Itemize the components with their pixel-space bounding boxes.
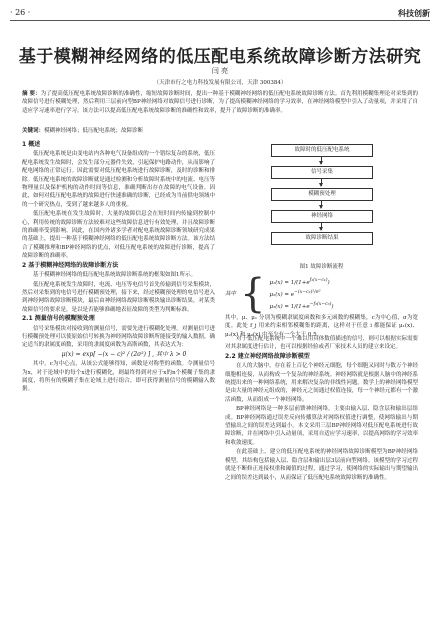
paragraph: 对于低压配电系统中一个难以用具体数值描述的信号，则可以根据实际需要对其隶属度进行估计，也可以根据经验或者厂家技术人员的建立来设定。 xyxy=(225,336,418,351)
flow-box-neural-network: 神经网络 xyxy=(271,210,373,223)
abstract xyxy=(22,90,418,115)
affiliation: （天津市行之电力科技发展有限公司，天津 300384） xyxy=(153,80,287,86)
journal-name: 科技创新 xyxy=(398,9,430,18)
page-number: · 26 · xyxy=(10,8,31,17)
equation-prefix: 其中 xyxy=(225,290,237,297)
paragraph: 在人的大脑中，存在着上百亿个神经元细胞，每个细胞又同时与数万个神经细胞相连接，从而构成一个复杂的神经系统。神经网络就是根据人脑中的神经系统提出来的一种网络系统，用来解决复杂的非线性问题。数学上的神经网络模型是由大量的神经元组成的，神经元之间通过权值连接，每一个神经元都有一个激活函数，从而组成一个神经网络。 xyxy=(225,363,418,403)
section-heading: 2.2 建立神经网络故障诊断模型 xyxy=(225,352,310,360)
flow-box-fuzzy-preprocessing: 模糊预处理 xyxy=(271,188,373,201)
paragraph: 基于模糊神经网络的低压配电系统故障诊断系统的框架如图1所示。 xyxy=(33,272,197,279)
keywords xyxy=(22,126,418,134)
flow-box-diagnosis-result: 故障诊断结果 xyxy=(271,232,373,245)
section-heading: 2.1 测量信号的模糊预处理 xyxy=(22,315,95,323)
header-rule xyxy=(10,20,430,21)
flow-arrow xyxy=(321,157,322,164)
membership-equation-block xyxy=(225,271,418,339)
section-heading: 2 基于模糊神经网络的故障诊断方法 xyxy=(22,261,119,269)
flow-box-signal-acquisition: 信号采集 xyxy=(271,166,373,179)
paragraph: 其中，c为中心点，从该公式能够得知，函数是对称型的函数。令测量信号为x，对于论域中的每个x进行模糊化，则最终得到对应于x的n个模糊子集的隶属度，将所有的模糊子集在论域上进行组合，即可获得测量信号的模糊输入数据。 xyxy=(22,361,215,393)
equation-lines: $\mu_1(x) = 1/(1+e^{f_1(x-c_1)})$ $\mu_2(x) = e^{-(x-c_2)^2/\sigma^2}$ $\mu_3(x) = 1/(1+e^{-f_3(x-c_3)})$ xyxy=(269,278,334,310)
keywords-label: 关键词： xyxy=(22,128,45,134)
membership-system xyxy=(225,271,418,317)
equation-explanation: 其中，μ、μ₁ 分别为模糊隶属度函数和多元函数的模糊集，c为中心值，σ为宽度。此处 f_j 用来约束相邻模糊集的距离，这样对于任意 i 都能保证 μ₁(x)、μ₂(x) 和 μ₃(x) 中至少有一个大于 0.5。 xyxy=(225,315,418,338)
gaussian-formula: μ(x) = exp[ −(x − c)² / (2σ²) ] , 其中 λ > 0 xyxy=(61,350,187,358)
figure-flowchart xyxy=(225,140,418,270)
left-column xyxy=(22,140,215,395)
paragraph: 低压配电系统在发生故障时，大量的故障信息会在短时间内传输到控制中心，利用传统的故障诊断方法较难对这些故障信息进行有效处理，并且故障诊断的准确率受到影响。因此，在国内外诸多学者对配电系统故障诊断领域研究成果的基础上，提出一种基于模糊神经网络的低压配电系统故障诊断方法。该方法结合了模糊推理和BP神经网络的优点，对低压配电系统的故障进行诊断，提高了故障诊断的准确率。 xyxy=(22,211,215,260)
right-column xyxy=(225,335,418,483)
flow-arrow xyxy=(321,179,322,186)
keywords-text: 模糊神经网络；低压配电系统；故障诊断 xyxy=(44,128,144,134)
page-header xyxy=(10,6,430,22)
paragraph: BP神经网络是一种多层前馈神经网络，主要由输入层、隐含层和输出层组成。BP神经网络通过误差反向传播算法对网络权值进行调整，使网络输出与期望输出之间的误差达到最小。本文采用三层BP神经网络对低压配电系统进行故障诊断，并在网络中引入动量项，采用自适应学习速率，以提高网络的学习效率和收敛速度。 xyxy=(225,406,418,446)
paper-title: 基于模糊神经网络的低压配电系统故障诊断方法研究 xyxy=(18,47,422,67)
author: 闫 亮 xyxy=(211,67,229,75)
flow-arrow xyxy=(321,223,322,230)
abstract-text: 为了提高低压配电系统故障诊断的准确性，缩短故障诊断时间，提出一种基于模糊神经网络的低压配电系统故障诊断方法。首先利用模糊集理论对采集到的故障信号进行模糊处理，然后利用三层前向型BP神经网络对故障信号进行诊断，为了提高模糊神经网络的学习效率，在神经网络模型中引入了动量项，并采用了自适应学习速率进行学习。该方法可以提高低压配电系统故障诊断的准确性和效率，提升了故障诊断的准确率。 xyxy=(22,91,418,114)
paragraph: 在此基础上，建立的低压配电系统的神经网络故障诊断模型为BP神经网络模型，其结构包括输入层、隐含层和输出层3层前向型网络。该模型的学习过程就是不断修正连接权重和阈值的过程，通过学习，使网络的实际输出与期望输出之间的误差达到最小，从而保证了低压配电系统故障诊断的准确性。 xyxy=(225,449,418,481)
section-heading: 1 概述 xyxy=(22,141,41,148)
paragraph: 低压配电系统发生故障时，电流、电压等电信号首先传输到信号采集模块，然后对采集到的电信号进行模糊预处理，接下来，经过模糊预处理的电信号进入到神经网络故障诊断模块，最后由神经网络故障诊断模块输出诊断结果，对某类故障信号的要求是，是以是否能够准确地表征故障的类型为判断标准。 xyxy=(22,281,215,313)
abstract-label: 摘 要： xyxy=(22,91,41,97)
figure-caption: 图1 故障诊断流程 xyxy=(299,264,344,270)
paragraph: 低压配电系统是由变电站内各种电气设备组成的一个错综复杂的系统，低压配电系统发生故障时，会发生部分元器件失效，引起保护电路动作，从而影响了配电网络的正常运行。因此需要对低压配电系统进行故障诊断，及时的诊断和排除。低压配电系统的故障诊断就是通过检测和分析故障时系统中的电流、电压等物理量以及保护机构的动作时间等信息，准确判断出存在故障的电气设备。因此，如何对低压配电系统的故障进行快速准确的诊断，已经成为当前供电领域中的一个研究热点，受到了越来越多人的重视。 xyxy=(22,151,215,208)
flow-box-faulty-system: 故障时的低压配电系统 xyxy=(271,144,373,157)
paragraph: 信号采集模块对接收到的测量信号，需要先进行模糊化处理。对测量信号进行模糊预处理可以使原始信号转换为神经网络故障诊断所能接受的输入数据，确定适当的隶属度函数，采用的隶属度函数为高斯函数，其表达式为： xyxy=(22,325,215,349)
flow-arrow xyxy=(321,201,322,208)
left-brace: { xyxy=(240,271,266,317)
